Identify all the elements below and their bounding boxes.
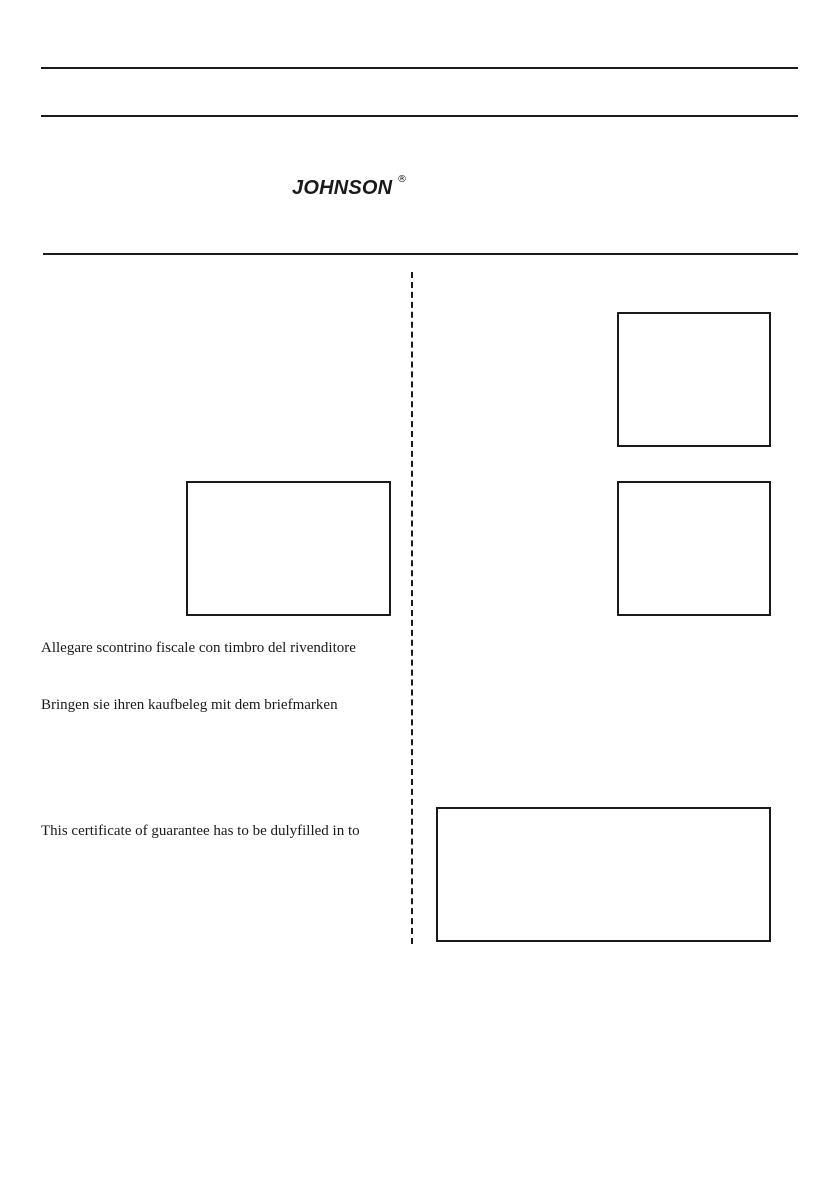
dealer-stamp-box (186, 481, 391, 616)
note-english: This certificate of guarantee has to be dulyfilled in to (41, 823, 360, 839)
right-box-middle (617, 481, 771, 616)
right-box-bottom (436, 807, 771, 942)
note-italian: Allegare scontrino fiscale con timbro del rivenditore (41, 640, 356, 656)
header-rule-middle (41, 115, 798, 117)
brand-logo (292, 174, 408, 199)
note-german: Bringen sie ihren kaufbeleg mit dem briefmarken (41, 697, 338, 713)
header-rule-bottom (43, 253, 798, 255)
registered-mark: ® (397, 174, 408, 185)
cut-line-dashed (411, 272, 413, 944)
header-rule-top (41, 67, 798, 69)
right-box-top (617, 312, 771, 447)
brand-name: JOHNSON (292, 177, 393, 199)
